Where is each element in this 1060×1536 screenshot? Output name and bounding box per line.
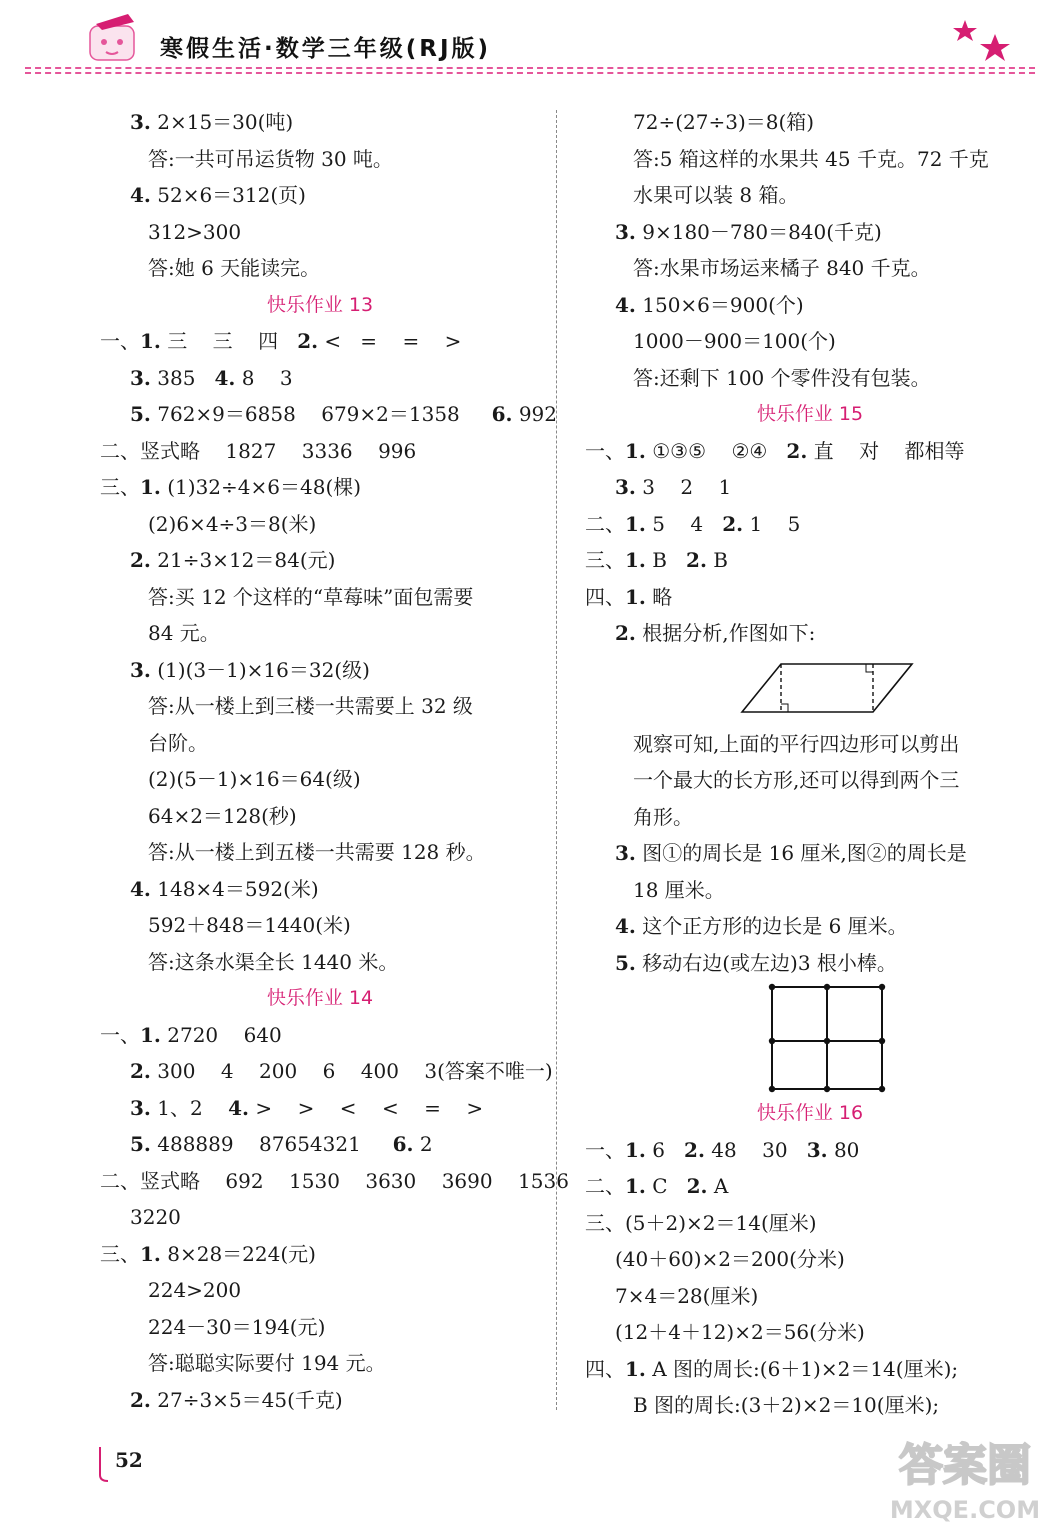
answer-line bbox=[585, 360, 1035, 397]
answer-line bbox=[585, 542, 1035, 579]
answer-line bbox=[100, 1345, 540, 1382]
question-number: 2. bbox=[615, 621, 636, 645]
answer-text: 18 厘米。 bbox=[633, 877, 725, 902]
answer-line bbox=[100, 652, 540, 689]
answer-line bbox=[100, 725, 540, 762]
answer-line bbox=[585, 762, 1035, 799]
page-corner-mark-icon bbox=[96, 1445, 116, 1485]
matchstick-grid-figure bbox=[585, 981, 1035, 1095]
answer-text: 答:水果市场运来橘子 840 千克。 bbox=[633, 256, 931, 280]
answer-line bbox=[100, 907, 540, 944]
answer-line bbox=[100, 469, 540, 506]
answer-line bbox=[100, 798, 540, 835]
column-divider bbox=[556, 110, 557, 1410]
answer-line bbox=[585, 799, 1035, 836]
question-number: 3. bbox=[130, 657, 151, 682]
answer-text: 二、竖式略 1827 3336 996 bbox=[100, 438, 417, 463]
answer-text: (40＋60)×2＝200(分米) bbox=[615, 1247, 845, 1271]
answer-text: 答:一共可吊运货物 30 吨。 bbox=[148, 146, 393, 171]
answer-line bbox=[100, 1309, 540, 1346]
answer-text: 312>300 bbox=[148, 219, 242, 244]
question-number: 4. bbox=[615, 914, 636, 938]
question-number: 2. bbox=[297, 329, 319, 353]
question-number: 1. bbox=[625, 1356, 646, 1381]
answer-line bbox=[100, 1199, 540, 1236]
answer-text: 84 元。 bbox=[148, 621, 220, 645]
watermark-sub: MXQE.COM bbox=[889, 1496, 1041, 1524]
answer-text: 300 4 200 6 400 3(答案不唯一) bbox=[150, 1059, 553, 1083]
star-decoration-icon bbox=[950, 16, 1020, 66]
question-number: 2. bbox=[130, 548, 151, 572]
answer-text: 385 bbox=[150, 365, 215, 390]
question-number: 3. bbox=[615, 475, 636, 499]
answer-text: 8 3 bbox=[235, 365, 293, 390]
watermark-text: 答案圈 bbox=[899, 1440, 1031, 1491]
answer-text: 52×6＝312(页) bbox=[150, 183, 306, 207]
matchstick-grid-diagram bbox=[585, 981, 1035, 1095]
answer-line bbox=[100, 250, 540, 287]
answer-line bbox=[585, 433, 1035, 470]
answer-line bbox=[100, 579, 540, 616]
answer-line bbox=[100, 433, 540, 470]
answer-text: (1)32÷4×6＝48(棵) bbox=[160, 475, 362, 499]
answer-text: 答:还剩下 100 个零件没有包装。 bbox=[633, 365, 931, 390]
answer-text: 答:从一楼上到五楼一共需要 128 秒。 bbox=[148, 840, 486, 864]
question-number: 3. bbox=[615, 219, 636, 244]
answer-text: 答:这条水渠全长 1440 米。 bbox=[148, 949, 399, 974]
answer-line bbox=[585, 726, 1035, 763]
answer-line bbox=[100, 1053, 553, 1090]
answer-line bbox=[100, 506, 540, 543]
answer-line bbox=[585, 1241, 1035, 1278]
question-number: 4. bbox=[130, 183, 151, 207]
section-number: 一、 bbox=[100, 1022, 140, 1047]
answer-text: B bbox=[645, 548, 687, 572]
answer-line bbox=[100, 1017, 540, 1054]
answer-text: 150×6＝900(个) bbox=[635, 292, 804, 317]
answer-text: 台阶。 bbox=[148, 730, 208, 755]
answer-line bbox=[100, 396, 557, 433]
question-number: 2. bbox=[130, 1059, 151, 1083]
question-number: 1. bbox=[625, 548, 646, 572]
question-number: 1. bbox=[625, 1137, 646, 1162]
answer-text: C bbox=[645, 1174, 687, 1198]
answer-text: 64×2＝128(秒) bbox=[148, 803, 297, 828]
question-number: 1. bbox=[140, 1022, 161, 1047]
page-number: 52 bbox=[115, 1448, 143, 1472]
section-number: 三、 bbox=[585, 548, 625, 572]
answer-line bbox=[585, 104, 1035, 141]
question-number: 2. bbox=[130, 1387, 151, 1412]
answer-text: 5 4 bbox=[645, 511, 723, 536]
answer-text: 21÷3×12＝84(元) bbox=[150, 548, 336, 572]
answer-text: (2)(5－1)×16＝64(级) bbox=[148, 767, 361, 791]
answer-text: 488889 87654321 bbox=[150, 1132, 393, 1156]
answer-line bbox=[100, 688, 540, 725]
answer-text: 角形。 bbox=[633, 804, 693, 829]
question-number: 5. bbox=[130, 1132, 151, 1156]
question-number: 1. bbox=[140, 1241, 161, 1266]
section-number: 一、 bbox=[585, 1137, 625, 1162]
section-number: 一、 bbox=[100, 329, 140, 353]
question-number: 1. bbox=[625, 584, 646, 609]
answer-text: B bbox=[706, 548, 728, 572]
question-number: 1. bbox=[140, 475, 161, 499]
answer-text: 48 30 bbox=[704, 1137, 807, 1162]
answer-text: 图①的周长是 16 厘米,图②的周长是 bbox=[635, 841, 967, 865]
answer-text: A 图的周长:(6＋1)×2＝14(厘米); bbox=[645, 1356, 959, 1381]
question-number: 1. bbox=[625, 438, 646, 463]
answer-line bbox=[585, 1205, 1035, 1242]
question-number: 1. bbox=[140, 329, 161, 353]
answer-text: 三、(5＋2)×2＝14(厘米) bbox=[585, 1210, 817, 1235]
answer-line bbox=[585, 177, 1035, 214]
section-number: 一、 bbox=[585, 438, 625, 463]
section-number: 二、 bbox=[585, 511, 625, 536]
section-number: 四、 bbox=[585, 584, 625, 609]
answer-line bbox=[100, 834, 540, 871]
answer-text: (2)6×4÷3＝8(米) bbox=[148, 511, 317, 536]
answer-line bbox=[100, 615, 540, 652]
answer-line bbox=[100, 1126, 540, 1163]
answer-line bbox=[585, 615, 1035, 652]
answer-line bbox=[585, 506, 1035, 543]
answer-text: 27÷3×5＝45(千克) bbox=[150, 1387, 343, 1412]
answer-text: 答:她 6 天能读完。 bbox=[148, 256, 321, 280]
answer-line bbox=[100, 323, 540, 360]
answer-text: 6 bbox=[645, 1137, 685, 1162]
answer-line bbox=[100, 1236, 540, 1273]
question-number: 2. bbox=[686, 548, 707, 572]
section-number: 四、 bbox=[585, 1356, 625, 1381]
section-number: 三、 bbox=[100, 1241, 140, 1266]
question-number: 5. bbox=[615, 950, 636, 975]
question-number: 2. bbox=[684, 1137, 705, 1162]
answer-text: ①③⑤ ②④ bbox=[645, 438, 787, 463]
answer-text: 略 bbox=[645, 584, 673, 609]
answer-line bbox=[100, 360, 540, 397]
answer-text: 移动右边(或左边)3 根小棒。 bbox=[635, 950, 897, 975]
answer-text: 答:聪聪实际要付 194 元。 bbox=[148, 1351, 386, 1375]
answer-line bbox=[100, 104, 540, 141]
answer-text: 1 5 bbox=[743, 511, 801, 536]
answer-text: 3220 bbox=[130, 1205, 181, 1229]
section-heading: 快乐作业 14 bbox=[266, 987, 374, 1009]
answer-text: 8×28＝224(元) bbox=[160, 1241, 316, 1266]
answer-line bbox=[585, 1351, 1035, 1388]
answer-text: 1、2 bbox=[150, 1095, 229, 1120]
page-header bbox=[0, 0, 1060, 80]
answer-text: (1)(3－1)×16＝32(级) bbox=[150, 657, 370, 682]
section-heading: 快乐作业 16 bbox=[756, 1102, 864, 1124]
answer-text: 72÷(27÷3)＝8(箱) bbox=[633, 110, 815, 134]
question-number: 2. bbox=[722, 511, 744, 536]
parallelogram-diagram bbox=[585, 652, 1035, 726]
question-number: 6. bbox=[392, 1132, 414, 1156]
answer-line bbox=[585, 323, 1035, 360]
question-number: 3. bbox=[615, 841, 636, 865]
section-number: 二、 bbox=[585, 1174, 625, 1198]
watermark-logo bbox=[880, 1430, 1050, 1530]
answer-line bbox=[100, 1090, 540, 1127]
header-title: 寒假生活·数学三年级(RJ版) bbox=[160, 36, 492, 62]
answer-text: 9×180－780＝840(千克) bbox=[635, 219, 882, 244]
left-column bbox=[100, 104, 569, 1418]
answer-text: 1000－900＝100(个) bbox=[633, 329, 836, 353]
answer-line bbox=[585, 579, 1035, 616]
answer-line bbox=[585, 835, 1035, 872]
question-number: 3. bbox=[806, 1137, 828, 1162]
answer-text: 答:从一楼上到三楼一共需要上 32 级 bbox=[148, 694, 473, 718]
answer-text: 80 bbox=[827, 1137, 860, 1162]
answer-line bbox=[585, 945, 1035, 982]
section-heading: 快乐作业 15 bbox=[756, 403, 864, 425]
answer-line bbox=[100, 1163, 569, 1200]
question-number: 5. bbox=[130, 402, 151, 426]
answer-line bbox=[100, 214, 540, 251]
answer-text: 答:5 箱这样的水果共 45 千克。72 千克 bbox=[633, 146, 989, 171]
question-number: 4. bbox=[214, 365, 236, 390]
answer-text: 一个最大的长方形,还可以得到两个三 bbox=[633, 768, 960, 792]
answer-line bbox=[585, 1314, 1035, 1351]
answer-text: 2720 640 bbox=[160, 1022, 282, 1047]
question-number: 2. bbox=[786, 438, 808, 463]
answer-text: 直 对 都相等 bbox=[807, 438, 965, 463]
answer-line bbox=[585, 250, 1035, 287]
answer-line bbox=[100, 542, 540, 579]
section-number: 三、 bbox=[100, 475, 140, 499]
answer-line bbox=[585, 1278, 1035, 1315]
question-number: 3. bbox=[130, 1095, 151, 1120]
question-number: 6. bbox=[491, 402, 513, 426]
answer-text: > > < < = > bbox=[249, 1095, 484, 1120]
answer-text: A bbox=[707, 1174, 729, 1198]
question-number: 1. bbox=[625, 511, 646, 536]
answer-text: 水果可以装 8 箱。 bbox=[633, 183, 799, 207]
parallelogram-figure bbox=[585, 652, 1035, 726]
answer-text: 148×4＝592(米) bbox=[150, 876, 319, 901]
answer-text: 2 bbox=[413, 1132, 433, 1156]
answer-text: 762×9＝6858 679×2＝1358 bbox=[150, 402, 492, 426]
right-column bbox=[585, 104, 1035, 1424]
question-number: 2. bbox=[686, 1174, 708, 1198]
answer-text: 224－30＝194(元) bbox=[148, 1314, 326, 1339]
answer-line bbox=[100, 944, 540, 981]
answer-line bbox=[585, 1168, 1035, 1205]
answer-text: 3 2 1 bbox=[635, 475, 732, 499]
header-rule bbox=[25, 67, 1035, 69]
answer-text: 992 bbox=[512, 402, 557, 426]
answer-line bbox=[100, 1382, 540, 1419]
mascot-logo-icon bbox=[82, 8, 152, 64]
answer-line bbox=[100, 141, 540, 178]
question-number: 4. bbox=[130, 876, 151, 901]
answer-text: B 图的周长:(3＋2)×2＝10(厘米); bbox=[633, 1393, 940, 1417]
answer-line bbox=[585, 214, 1035, 251]
answer-line bbox=[585, 872, 1035, 909]
answer-text: (12＋4＋12)×2＝56(分米) bbox=[615, 1320, 865, 1344]
answer-text: 根据分析,作图如下: bbox=[635, 621, 816, 645]
answer-line bbox=[100, 761, 540, 798]
answer-text: < = = > bbox=[318, 329, 462, 353]
section-heading: 快乐作业 13 bbox=[266, 293, 374, 316]
answer-line bbox=[585, 1387, 1035, 1424]
answer-line bbox=[585, 469, 1035, 506]
answer-text: 二、竖式略 692 1530 3630 3690 1536 bbox=[100, 1168, 569, 1193]
question-number: 1. bbox=[625, 1174, 646, 1198]
answer-line bbox=[585, 1132, 1035, 1169]
answer-line bbox=[100, 1272, 540, 1309]
answer-text: 三 三 四 bbox=[160, 329, 298, 353]
answer-text: 2×15＝30(吨) bbox=[150, 110, 294, 134]
answer-line bbox=[585, 141, 1035, 178]
header-rule bbox=[25, 72, 1035, 74]
question-number: 3. bbox=[130, 365, 151, 390]
question-number: 4. bbox=[615, 292, 636, 317]
answer-text: 224>200 bbox=[148, 1278, 242, 1302]
answer-text: 答:买 12 个这样的“草莓味”面包需要 bbox=[148, 584, 474, 609]
answer-text: 592＋848＝1440(米) bbox=[148, 913, 351, 937]
question-number: 4. bbox=[228, 1095, 250, 1120]
answer-line bbox=[585, 287, 1035, 324]
answer-line bbox=[585, 908, 1035, 945]
question-number: 3. bbox=[130, 110, 151, 134]
answer-text: 这个正方形的边长是 6 厘米。 bbox=[635, 914, 908, 938]
answer-text: 观察可知,上面的平行四边形可以剪出 bbox=[633, 731, 960, 756]
answer-line bbox=[100, 177, 540, 214]
answer-line bbox=[100, 871, 540, 908]
answer-text: 7×4＝28(厘米) bbox=[615, 1283, 759, 1308]
